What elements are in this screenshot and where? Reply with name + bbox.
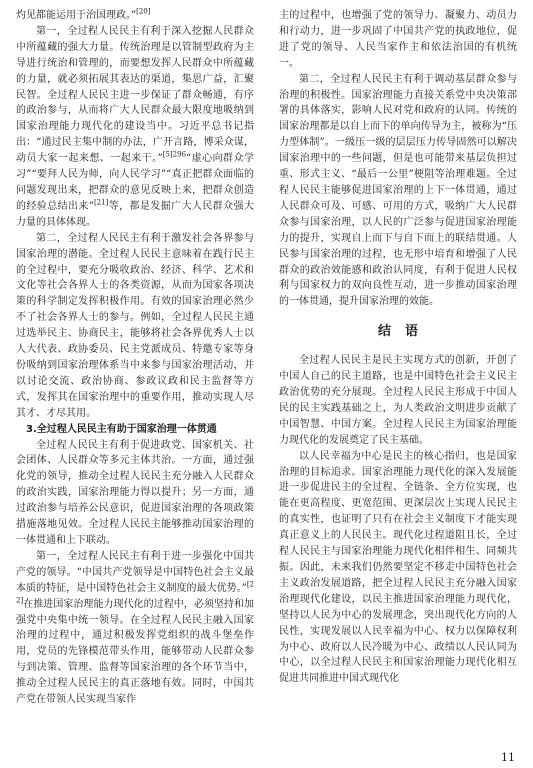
subsection-heading: 3.全过程人民民主有助于国家治理一体贯通 <box>26 423 217 435</box>
right-column <box>279 8 517 687</box>
page-number: 11 <box>501 751 515 764</box>
paragraph: 第二，全过程人民民主有利于调动基层群众参与治理的积极性。国家治理能力直接关系党中央决策部署的具体落实，影响人民对党和政府的认同。传统的国家治理都是以自上而下的单向传导为主，被称为“压力型体制”。一级压一级的层层压力传导固然可以解决国家治理中的一些问题，但是也可能带来基层负担过重、形式主义、“最后一公里”梗阻等治理难题。全过程人民民主能够促进国家治理的上下一体贯通，通过人民群众可及、可感、可用的方式，吸纳广大人民群众参与国家治理，以人民的广泛参与促进国家治理能力的提升，实现自上而下与自下而上的联结贯通。人民参与国家治理的过程，也无形中培育和增强了人民群众的政治效能感和政治认同度，有利于促进人民权利与国家权力的双向良性互动，进一步推动国家治理的一体贯通，提升国家治理的效能。 <box>279 73 517 308</box>
left-column <box>16 8 254 708</box>
paragraph-continued: 灼见都能运用于治国理政。”[20] <box>16 7 151 21</box>
citation: [20] <box>136 7 151 16</box>
paragraph: 以人民幸福为中心是民主的核心指归，也是国家治理的目标追求。国家治理能力现代化的深入发展能进一步促进民主的全过程、全链条、全方位实现，也能在更高程度、更宽范围、更深层次上实现人民民主的真实性，也证明了只有在社会主义制度下才能实现真正意义上的人民民主。现代化过程道阻且长，全过程人民民主与国家治理能力现代化相伴相生、同频共振。因此，未来我们仍然要坚定不移走中国特色社会主义政治发展道路，把全过程人民民主充分融入国家治理现代化建设，以民主推进国家治理能力现代化，坚持以人民为中心的发展理念，突出现代化方向的人民性，实现发展以人民幸福为中心、权力以保障权利为中心、政府以人民冷暖为中心、政绩以人民认同为中心，以全过程人民民主和国家治理能力现代化相互促进共同推进中国式现代化 <box>279 450 517 685</box>
paragraph: 第一，全过程人民民主有利于深入挖掘人民群众中所蕴藏的强大力量。传统治理是以管制型政府为主导进行统治和管理的，而要想发挥人民群众中所蕴藏的力量，就必须拓展其表达的渠道，集思广益，汇聚民智。全过程人民民主进一步保证了群众畅通，有序的政治参与，从而将广大人民群众最大限度地吸纳到国家治理能力现代化的建设当中。习近平总书记指出：“通过民主集中制的办法，广开言路，博采众谋，动员大家一起来想、一起来干。”$^{[5]296}$“虚心向群众学习”“要拜人民为师，向人民学习”“真正把群众面临的问题发现出来，把群众的意见反映上来，把群众创造的经验总结出来”[21]等，都是发掘广大人民群众强大力量的具体体现。 <box>16 25 254 228</box>
citation: [22] <box>16 580 254 605</box>
paragraph-continued: 主的过程中，也增强了党的领导力、凝聚力、动员力和行动力，进一步巩固了中国共产党的执政地位，促进了党的领导、人民当家作主和依法治国的有机统一。 <box>279 10 517 69</box>
paragraph: 全过程人民民主是民主实现方式的创新，开创了中国人自己的民主道路，也是中国特色社会主义民主政治优势的充分展现。全过程人民民主形成于中国人民的民主实践基础之上，为人类政治文明进步贡献了中国智慧、中国方案。全过程人民民主为国家治理能力现代化的发展奠定了民主基础。 <box>279 355 517 446</box>
citation: [21] <box>93 198 109 207</box>
paragraph: 全过程人民民主有利于促进政党、国家机关、社会团体、人民群众等多元主体共治。一方面，通过强化党的领导，推动全过程人民民主充分融入人民群众的政治实践，国家治理能力得以提升；另一方面，通过政治参与培养公民意识，促进国家治理的各项政策措施落地见效。全过程人民民主能够推动国家治理的一体贯通和上下联动。 <box>16 439 254 546</box>
paragraph: 第二，全过程人民民主有利于激发社会各界参与国家治理的潜能。全过程人民民主意味着在践行民主的全过程中，要充分吸收政治、经济、科学、艺术和文化等社会各界人士的各类资源，从而为国家各项决策的科学制定发挥积极作用。有效的国家治理必然少不了社会各界人士的参与。例如，全过程人民民主通过选举民主、协商民主，能够将社会各界优秀人士以人大代表、政协委员、民主党派成员、特邀专家等身份吸纳到国家治理体系当中来参与国家治理活动，并以讨论交流、政治协商、参政议政和民主监督等方式，发挥其在国家治理中的重要作用，推动实现人尽其才、才尽其用。 <box>16 232 254 419</box>
citation: [5]296 <box>162 150 187 159</box>
section-title: 结语 <box>377 324 432 340</box>
paragraph: 第一，全过程人民民主有利于进一步强化中国共产党的领导。“中国共产党领导是中国特色社会主义最本质的特征，是中国特色社会主义制度的最大优势。”[22]在推进国家治理能力现代化的过程中，必须坚持和加强党中央集中统一领导。在全过程人民民主融入国家治理的过程中，通过积极发挥党组织的战斗堡垒作用，党员的先锋模范带头作用，能够带动人民群众参与到决策、管理、监督等国家治理的各个环节当中，推动全过程人民民主的真正落地有效。同时，中国共产党在带领人民实现当家作 <box>16 550 254 706</box>
